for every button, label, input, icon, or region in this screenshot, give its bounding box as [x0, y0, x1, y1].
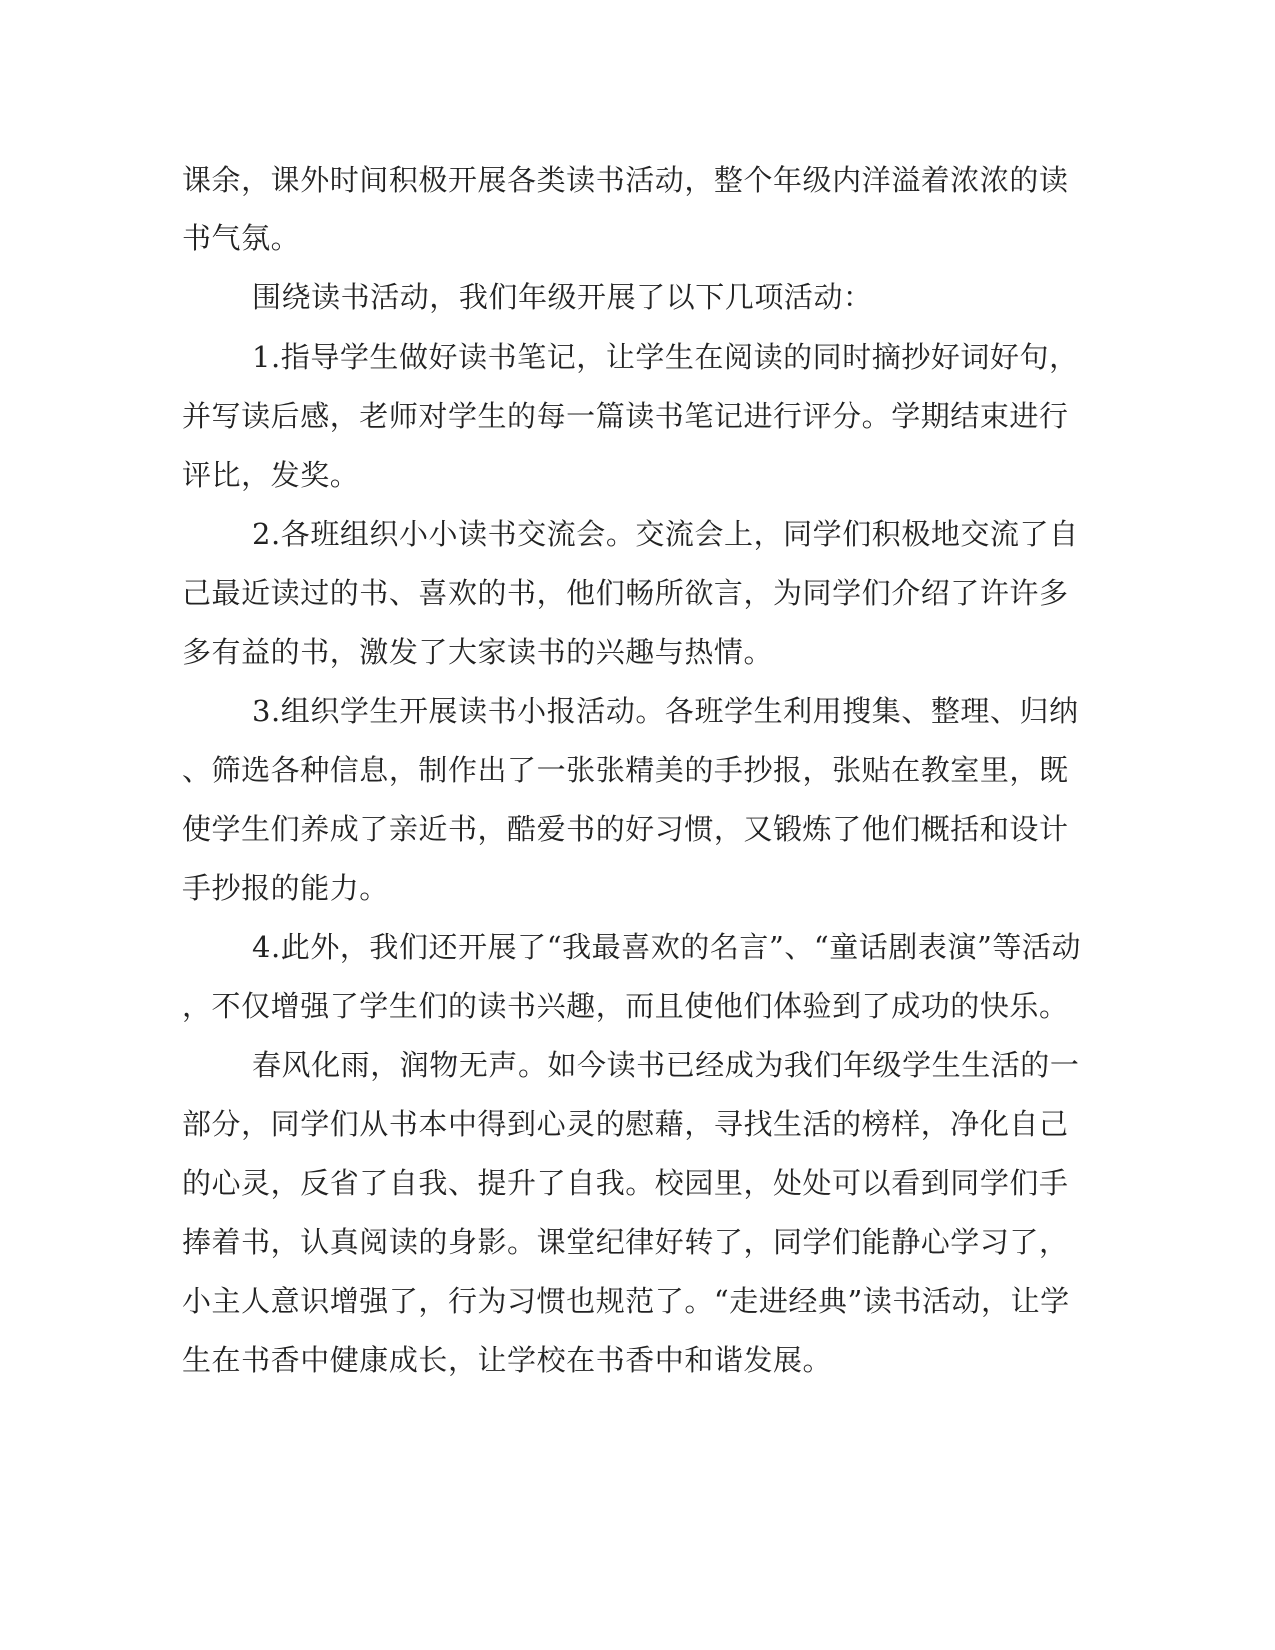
text-line: 1.指导学生做好读书笔记，让学生在阅读的同时摘抄好词好句， [252, 340, 1079, 374]
text-line: 手抄报的能力。 [182, 871, 389, 905]
text-line: 围绕读书活动，我们年级开展了以下几项活动： [252, 280, 873, 314]
text-line: 、筛选各种信息，制作出了一张张精美的手抄报，张贴在教室里，既 [182, 753, 1069, 787]
text-line: 己最近读过的书、喜欢的书，他们畅所欲言，为同学们介绍了许许多 [182, 576, 1069, 610]
text-line: 并写读后感，老师对学生的每一篇读书笔记进行评分。学期结束进行 [182, 399, 1069, 433]
text-line: ，不仅增强了学生们的读书兴趣，而且使他们体验到了成功的快乐。 [182, 989, 1069, 1023]
text-line: 使学生们养成了亲近书，酷爱书的好习惯，又锻炼了他们概括和设计 [182, 812, 1069, 846]
text-line: 生在书香中健康成长，让学校在书香中和谐发展。 [182, 1343, 833, 1377]
text-line: 3.组织学生开展读书小报活动。各班学生利用搜集、整理、归纳 [252, 694, 1079, 728]
text-line: 的心灵，反省了自我、提升了自我。校园里，处处可以看到同学们手 [182, 1166, 1069, 1200]
text-line: 小主人意识增强了，行为习惯也规范了。“走进经典”读书活动，让学 [182, 1284, 1070, 1318]
text-line: 部分，同学们从书本中得到心灵的慰藉，寻找生活的榜样，净化自己 [182, 1107, 1069, 1141]
text-line: 4.此外，我们还开展了“我最喜欢的名言”、“童话剧表演”等活动 [252, 930, 1082, 964]
text-line: 2.各班组织小小读书交流会。交流会上，同学们积极地交流了自 [252, 517, 1079, 551]
text-line: 书气氛。 [182, 221, 301, 255]
text-line: 多有益的书，激发了大家读书的兴趣与热情。 [182, 635, 774, 669]
text-line: 课余，课外时间积极开展各类读书活动，整个年级内洋溢着浓浓的读 [182, 163, 1069, 197]
text-line: 捧着书，认真阅读的身影。课堂纪律好转了，同学们能静心学习了， [182, 1225, 1069, 1259]
text-line: 评比，发奖。 [182, 458, 360, 492]
text-line: 春风化雨，润物无声。如今读书已经成为我们年级学生生活的一 [252, 1048, 1080, 1082]
